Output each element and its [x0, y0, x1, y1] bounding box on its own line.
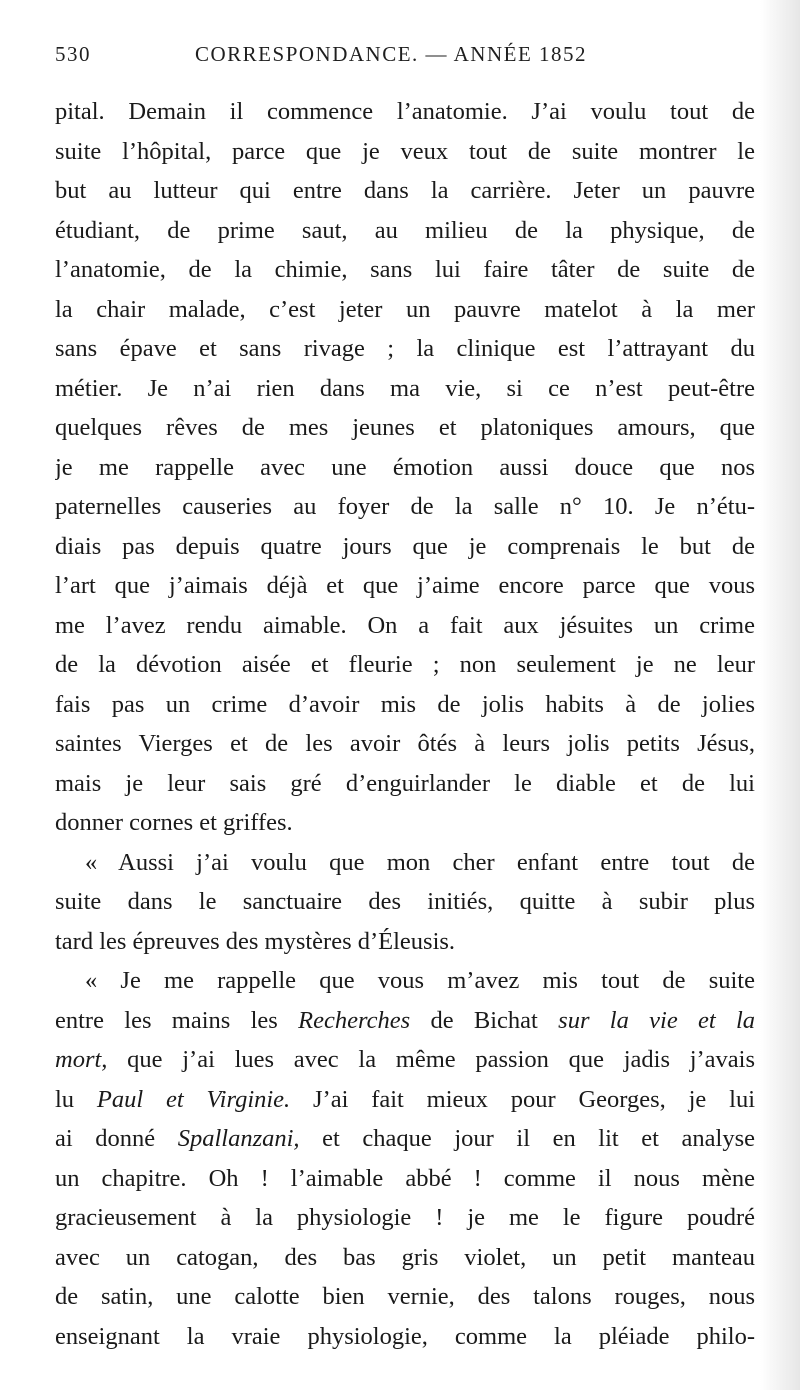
text-line: de la dévotion aisée et fleurie ; non seulement je ne leur	[55, 651, 755, 678]
text-run: J’ai fait mieux pour Georges, je lui	[313, 1085, 755, 1113]
page-header	[55, 42, 745, 72]
text-line: mais je leur sais gré d’enguirlander le diable et de lui	[55, 769, 755, 797]
text-line: enseignant la vraie physiologie, comme la pléiade philo-	[55, 1322, 755, 1350]
text-line: l’anatomie, de la chimie, sans lui faire tâter de suite de	[55, 256, 755, 283]
text-line: donner cornes et griffes.	[55, 809, 293, 836]
text-line: saintes Vierges et de les avoir ôtés à leurs jolis petits Jésus,	[55, 730, 755, 757]
italic-title: mort,	[55, 1046, 108, 1073]
text-run: que j’ai lues avec la même passion que jadis j’avais	[127, 1046, 755, 1073]
text-run: et chaque jour il en lit et analyse	[322, 1125, 755, 1152]
text-line: « Aussi j’ai voulu que mon cher enfant entre tout de	[85, 848, 755, 876]
running-head: CORRESPONDANCE. — ANNÉE 1852	[195, 42, 588, 66]
text-run: lu	[55, 1085, 75, 1113]
text-line: suite l’hôpital, parce que je veux tout de suite montrer le	[55, 137, 755, 165]
text-line: fais pas un crime d’avoir mis de jolis habits à de jolies	[55, 690, 755, 718]
text-line: pital. Demain il commence l’anatomie. J’ai voulu tout de	[55, 98, 755, 125]
text-run: de Bichat	[430, 1006, 538, 1034]
page-number: 530	[55, 42, 91, 66]
text-line: quelques rêves de mes jeunes et platoniques amours, que	[55, 414, 755, 441]
text-line: « Je me rappelle que vous m’avez mis tout de suite	[85, 967, 755, 994]
text-line: paternelles causeries au foyer de la salle n° 10. Je n’étu-	[55, 493, 755, 520]
text-line	[55, 1080, 755, 1120]
text-line: l’art que j’aimais déjà et que j’aime encore parce que vous	[55, 572, 755, 599]
text-line: un chapitre. Oh ! l’aimable abbé ! comme il nous mène	[55, 1164, 755, 1192]
italic-title: Spallanzani,	[177, 1125, 300, 1152]
text-line: suite dans le sanctuaire des initiés, quitte à subir plus	[55, 888, 755, 915]
text-run: ai donné	[55, 1125, 156, 1152]
italic-title: sur la vie et la	[558, 1006, 755, 1034]
text-run: entre les mains les	[55, 1006, 278, 1034]
text-line: tard les épreuves des mystères d’Éleusis.	[55, 927, 456, 955]
italic-title: Recherches	[298, 1006, 411, 1034]
text-line: me l’avez rendu aimable. On a fait aux jésuites un crime	[55, 611, 755, 639]
text-line	[55, 1040, 755, 1080]
text-line: étudiant, de prime saut, au milieu de la physique, de	[55, 216, 755, 244]
text-line	[55, 1119, 755, 1159]
text-line: je me rappelle avec une émotion aussi douce que nos	[55, 453, 755, 481]
text-line: gracieusement à la physiologie ! je me le figure poudré	[55, 1204, 755, 1231]
text-line: diais pas depuis quatre jours que je comprenais le but de	[55, 532, 755, 560]
text-line: avec un catogan, des bas gris violet, un petit manteau	[55, 1243, 755, 1271]
italic-title: Paul et Virginie.	[96, 1085, 291, 1113]
text-line: métier. Je n’ai rien dans ma vie, si ce n’est peut-être	[55, 374, 755, 402]
page-edge-shadow	[760, 0, 800, 1390]
text-line: la chair malade, c’est jeter un pauvre matelot à la mer	[55, 295, 755, 323]
text-line: de satin, une calotte bien vernie, des talons rouges, nous	[55, 1283, 755, 1310]
text-line	[55, 1001, 755, 1041]
text-line: but au lutteur qui entre dans la carrière. Jeter un pauvre	[55, 177, 755, 204]
text-line: sans épave et sans rivage ; la clinique est l’attrayant du	[55, 335, 755, 362]
body-text	[55, 92, 755, 1356]
